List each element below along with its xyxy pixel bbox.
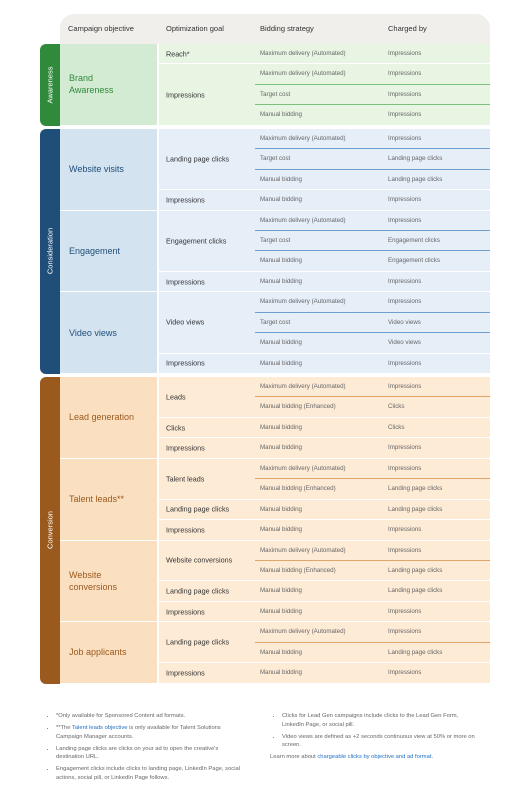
- table-row: [255, 85, 490, 105]
- optimization-goal-cell: [159, 211, 255, 272]
- footnotes-right: [270, 712, 475, 762]
- campaign-objective-label: Engagement: [69, 245, 121, 256]
- optimization-goal-label: Impressions: [166, 668, 205, 678]
- optimization-goal-label: Talent leads: [166, 474, 205, 484]
- optimization-goal-cell: [159, 622, 255, 663]
- bidding-strategy-cell: Target cost: [260, 155, 291, 163]
- table-row: [255, 149, 490, 169]
- bidding-strategy-cell: Maximum delivery (Automated): [260, 628, 346, 636]
- table-row: [255, 292, 490, 312]
- table-row: [255, 231, 490, 251]
- bidding-strategy-cell: Target cost: [260, 318, 291, 326]
- table-row: [255, 170, 490, 190]
- objectives-table: [40, 14, 490, 678]
- bidding-strategy-cell: Maximum delivery (Automated): [260, 70, 346, 78]
- table-row: [255, 520, 490, 540]
- optimization-goal-cell: [159, 663, 255, 683]
- charged-by-cell: Impressions: [388, 628, 422, 636]
- table-row: [255, 459, 490, 479]
- optimization-goal-label: Impressions: [166, 443, 205, 453]
- campaign-objective-cell: [60, 377, 157, 459]
- bidding-strategy-cell: Manual bidding: [260, 257, 302, 265]
- table-header: [60, 14, 490, 44]
- campaign-objective-cell: [60, 459, 157, 541]
- table-row: [255, 105, 490, 125]
- bidding-strategy-cell: Manual bidding: [260, 669, 302, 677]
- footnotes-left: [44, 712, 242, 786]
- header-objective: Campaign objective: [68, 24, 134, 33]
- bidding-strategy-cell: Manual bidding (Enhanced): [260, 485, 336, 493]
- charged-by-cell: Impressions: [388, 464, 422, 472]
- campaign-objective-cell: [60, 541, 157, 623]
- optimization-goal-label: Clicks: [166, 423, 186, 433]
- charged-by-cell: Clicks: [388, 403, 405, 411]
- footnote: • **The Talent leads objective is only available for Talent Solutions Campaign Manager accounts.: [56, 724, 242, 741]
- table-row: [255, 622, 490, 642]
- optimization-goal-label: Engagement clicks: [166, 236, 227, 246]
- table-row: [255, 438, 490, 458]
- optimization-goal-label: Impressions: [166, 277, 205, 287]
- charged-by-cell: Clicks: [388, 423, 405, 431]
- table-row: [255, 44, 490, 64]
- bidding-strategy-cell: Manual bidding: [260, 526, 302, 534]
- campaign-objective-label: Website visits: [69, 164, 124, 175]
- charged-by-cell: Video views: [388, 318, 421, 326]
- campaign-objective-cell: [60, 292, 157, 374]
- bidding-strategy-cell: Target cost: [260, 236, 291, 244]
- table-row: [255, 272, 490, 292]
- campaign-objective-cell: [60, 622, 157, 683]
- optimization-goal-cell: [159, 500, 255, 520]
- footnote: • Engagement clicks include clicks to landing page, LinkedIn Page, social actions, social pill, or LinkedIn Page follows.: [56, 765, 242, 782]
- charged-by-cell: Landing page clicks: [388, 155, 443, 163]
- optimization-goal-label: Impressions: [166, 525, 205, 535]
- bidding-strategy-cell: Manual bidding: [260, 587, 302, 595]
- charged-by-cell: Impressions: [388, 111, 422, 119]
- charged-by-cell: Impressions: [388, 277, 422, 285]
- stage-band: [40, 129, 60, 374]
- optimization-goal-cell: [159, 418, 255, 438]
- optimization-goal-label: Landing page clicks: [166, 504, 230, 514]
- table-row: [255, 190, 490, 210]
- charged-by-cell: Impressions: [388, 216, 422, 224]
- table-row: [255, 397, 490, 417]
- charged-by-cell: Landing page clicks: [388, 567, 443, 574]
- table-row: [255, 333, 490, 353]
- bidding-strategy-cell: Maximum delivery (Automated): [260, 464, 346, 472]
- chargeable-clicks-link[interactable]: chargeable clicks by objective and ad format: [317, 754, 432, 761]
- table-row: [255, 602, 490, 622]
- optimization-goal-label: Video views: [166, 317, 205, 327]
- bidding-strategy-cell: Manual bidding: [260, 111, 302, 119]
- stage-band: [40, 44, 60, 126]
- bidding-strategy-cell: Manual bidding: [260, 196, 302, 204]
- campaign-objective-cell: [60, 211, 157, 293]
- charged-by-cell: Video views: [388, 339, 421, 347]
- bidding-strategy-cell: Manual bidding: [260, 607, 302, 615]
- header-charged: Charged by: [388, 24, 427, 33]
- header-goal: Optimization goal: [166, 24, 224, 33]
- table-row: [255, 64, 490, 84]
- charged-by-cell: Landing page clicks: [388, 485, 443, 493]
- bidding-strategy-cell: Manual bidding: [260, 359, 302, 367]
- table-row: [255, 313, 490, 333]
- charged-by-cell: Impressions: [388, 444, 422, 452]
- header-bidding: Bidding strategy: [260, 24, 314, 33]
- charged-by-cell: Landing page clicks: [388, 175, 443, 183]
- charged-by-cell: Impressions: [388, 196, 422, 204]
- charged-by-cell: Landing page clicks: [388, 505, 443, 513]
- optimization-goal-cell: [159, 459, 255, 500]
- table-row: [255, 663, 490, 683]
- optimization-goal-cell: [159, 602, 255, 622]
- optimization-goal-label: Landing page clicks: [166, 637, 230, 647]
- bidding-strategy-cell: Manual bidding (Enhanced): [260, 403, 336, 411]
- optimization-goal-label: Landing page clicks: [166, 154, 230, 164]
- table-row: [255, 251, 490, 271]
- optimization-goal-cell: [159, 581, 255, 601]
- optimization-goal-label: Landing page clicks: [166, 586, 230, 596]
- footnote: • Video views are defined as +2 seconds continuous view at 50% or more on screen.: [282, 733, 475, 750]
- bidding-strategy-cell: Manual bidding: [260, 505, 302, 513]
- optimization-goal-label: Leads: [166, 392, 186, 402]
- bidding-strategy-cell: Maximum delivery (Automated): [260, 298, 346, 306]
- footnote: • Landing page clicks are clicks on your ad to open the creative's destination URL.: [56, 745, 242, 762]
- table-row: [255, 211, 490, 231]
- bidding-strategy-cell: Manual bidding: [260, 444, 302, 452]
- footnote: • Clicks for Lead Gen campaigns include clicks to the Lead Gen Form, LinkedIn Page, or social pill.: [282, 712, 475, 729]
- bidding-strategy-cell: Manual bidding: [260, 648, 302, 656]
- charged-by-cell: Engagement clicks: [388, 236, 440, 244]
- optimization-goal-cell: [159, 272, 255, 292]
- table-row: [255, 129, 490, 149]
- bidding-strategy-cell: Maximum delivery (Automated): [260, 546, 346, 554]
- optimization-goal-label: Website conversions: [166, 555, 233, 565]
- optimization-goal-cell: [159, 64, 255, 125]
- optimization-goal-label: Impressions: [166, 607, 205, 617]
- charged-by-cell: Engagement clicks: [388, 257, 440, 265]
- table-row: [255, 418, 490, 438]
- stage-band-label: Consideration: [45, 228, 55, 275]
- charged-by-cell: Impressions: [388, 50, 422, 57]
- bidding-strategy-cell: Maximum delivery (Automated): [260, 383, 346, 391]
- stage-band-label: Awareness: [45, 66, 55, 104]
- optimization-goal-cell: [159, 354, 255, 374]
- table-row: [255, 479, 490, 499]
- stage-band-label: Conversion: [45, 511, 55, 550]
- optimization-goal-cell: [159, 541, 255, 582]
- campaign-objective-label: Talent leads**: [69, 494, 125, 505]
- campaign-objective-cell: [60, 44, 157, 126]
- optimization-goal-cell: [159, 377, 255, 418]
- bidding-strategy-cell: Target cost: [260, 90, 291, 98]
- charged-by-cell: Impressions: [388, 298, 422, 306]
- campaign-objective-label: Brand Awareness: [69, 73, 114, 96]
- campaign-objective-label: Lead generation: [69, 412, 135, 423]
- optimization-goal-label: Impressions: [166, 195, 205, 205]
- charged-by-cell: Impressions: [388, 70, 422, 78]
- table-row: [255, 561, 490, 581]
- table-row: [255, 354, 490, 374]
- optimization-goal-cell: [159, 520, 255, 540]
- charged-by-cell: Impressions: [388, 90, 422, 98]
- charged-by-cell: Impressions: [388, 526, 422, 534]
- optimization-goal-cell: [159, 292, 255, 353]
- table-row: [255, 581, 490, 601]
- charged-by-cell: Impressions: [388, 607, 422, 615]
- campaign-objective-label: Website conversions: [69, 569, 118, 592]
- optimization-goal-label: Reach*: [166, 49, 190, 59]
- table-row: [255, 643, 490, 663]
- footnote: • *Only available for Sponsored Content ad formats.: [56, 712, 242, 721]
- bidding-strategy-cell: Maximum delivery (Automated): [260, 50, 346, 57]
- campaign-objective-label: Job applicants: [69, 647, 127, 658]
- charged-by-cell: Impressions: [388, 383, 422, 391]
- charged-by-cell: Impressions: [388, 669, 422, 677]
- bidding-strategy-cell: Manual bidding: [260, 277, 302, 285]
- table-row: [255, 500, 490, 520]
- bidding-strategy-cell: Manual bidding: [260, 423, 302, 431]
- bidding-strategy-cell: Manual bidding (Enhanced): [260, 567, 336, 574]
- charged-by-cell: Impressions: [388, 359, 422, 367]
- table-row: [255, 377, 490, 397]
- bidding-strategy-cell: Maximum delivery (Automated): [260, 134, 346, 142]
- learn-more: Learn more about chargeable clicks by objective and ad format.: [270, 754, 434, 761]
- optimization-goal-label: Impressions: [166, 90, 205, 100]
- optimization-goal-cell: [159, 44, 255, 64]
- campaign-objective-label: Video views: [69, 327, 117, 338]
- charged-by-cell: Impressions: [388, 546, 422, 554]
- charged-by-cell: Landing page clicks: [388, 587, 443, 595]
- bidding-strategy-cell: Manual bidding: [260, 339, 302, 347]
- table-row: [255, 541, 490, 561]
- optimization-goal-cell: [159, 129, 255, 190]
- talent-leads-link[interactable]: Talent leads objective: [72, 725, 128, 732]
- optimization-goal-cell: [159, 190, 255, 210]
- optimization-goal-label: Impressions: [166, 358, 205, 368]
- charged-by-cell: Landing page clicks: [388, 648, 443, 656]
- stage-band: [40, 377, 60, 684]
- optimization-goal-cell: [159, 438, 255, 458]
- charged-by-cell: Impressions: [388, 134, 422, 142]
- bidding-strategy-cell: Manual bidding: [260, 175, 302, 183]
- bidding-strategy-cell: Maximum delivery (Automated): [260, 216, 346, 224]
- campaign-objective-cell: [60, 129, 157, 211]
